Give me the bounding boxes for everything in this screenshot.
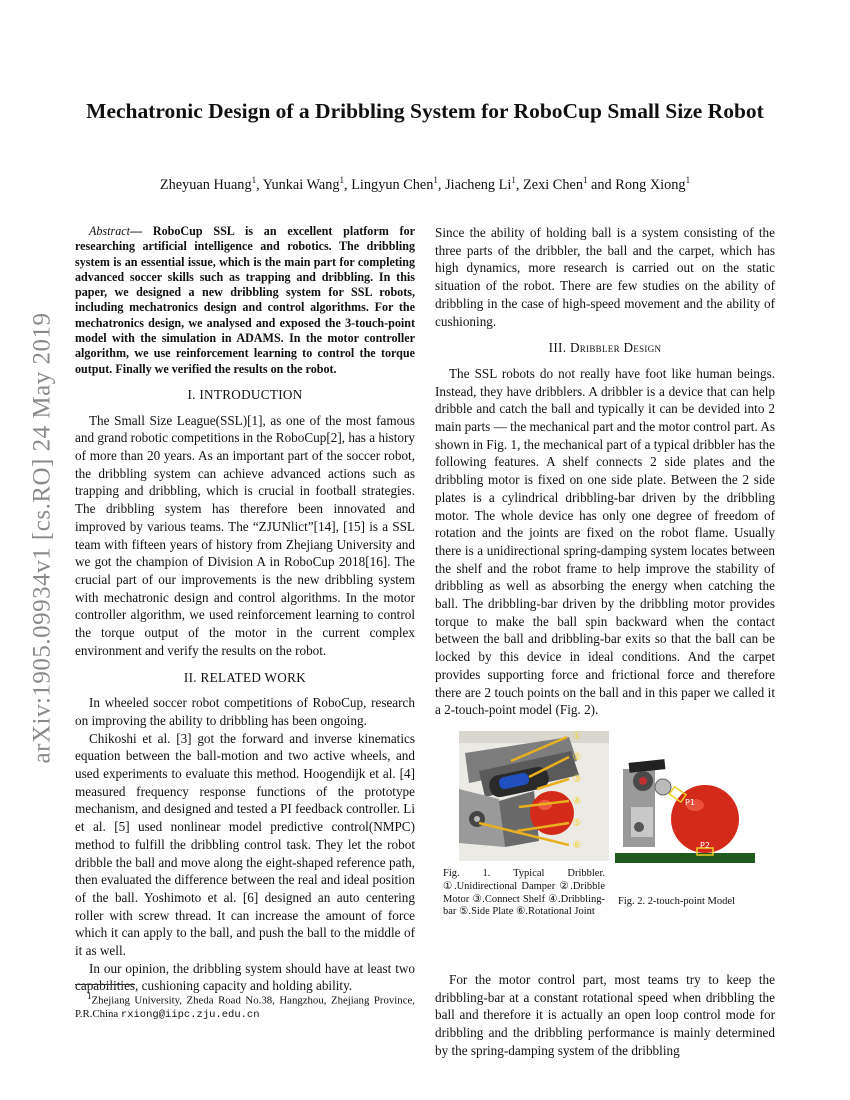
paragraph: Chikoshi et al. [3] got the forward and inverse kinematics equation between the ball-motion and two active wheels, and used experiments to evaluate this method. Hoogendijk et al. [4] measured frequency response functions of the prototype mechanism, and designed and tested a PI feedback controller. Li et al. [5] used nonlinear model predictive control(NMPC) method to fulfill the dribbling control task. They let the robot dribble the ball and move along the eight-shaped reference path, then evaluated the difference between the real and ideal position of the ball. Yoshimoto et al. [6] designed an auto centering roller with screw thread. It can increase the amount of force which it can apply to the ball, and push the ball to the middle of it as well. — [75, 730, 415, 959]
section-heading-introduction: I. INTRODUCTION — [187, 386, 303, 402]
fig2-label-p2: P2 — [700, 840, 710, 850]
fig1-marker: ② — [572, 751, 582, 763]
right-column — [435, 224, 775, 1060]
figure-2-caption: Fig. 2. 2-touch-point Model — [618, 895, 735, 907]
abstract-label: Abstract — [89, 224, 130, 238]
paragraph: The Small Size League(SSL)[1], as one of the most famous and grand robotic competitions in the RoboCup[2], has a history of more than 20 years. As an important part of the soccer robot, the dribbling system can achieve advanced actions such as trapping and dribbling, which is crucial in football strategies. The dribbling system has therefore been innovated and improved by various teams. The “ZJUNlict”[14], [15] is a SSL team with fifteen years of history from Zhejiang University and we got the champion of Division A in RoboCup 2018[16]. The crucial part of our improvements is the new dribbling system with mechatronic design and control algorithms. In the motor controller algorithm, we used reinforcement learning to control the torque output of the motor in the current complex environment and verify the results on the robot. — [75, 412, 415, 658]
abstract-body: — RoboCup SSL is an excellent platform for researching artificial intelligence and robotics. The dribbling system is an essential issue, which is the main part for completing advanced soccer skills such as trapping and dribbling. In this paper, we designed a new dribbling system for SSL robots, including mechatronics design and control algorithms. For the mechatronics design, we analysed and exposed the 3-touch-point model with the simulation in ADAMS. In the motor controller algorithm, we use reinforcement learning to control the torque output. Finally we verified the results on the robot. — [75, 224, 415, 376]
footnote-mark: 1 — [87, 991, 92, 1001]
fig1-marker: ③ — [572, 773, 582, 785]
footnote-rule — [75, 984, 135, 985]
abstract — [75, 224, 415, 377]
paragraph: Since the ability of holding ball is a system consisting of the three parts of the dribbler, the ball and the carpet, which has high dynamics, more research is carried out on the static situation of the robot. There are few studies on the ability of dribbling in the case of high-speed movement and the ability of cushioning. — [435, 225, 775, 329]
figure-row — [435, 731, 775, 963]
author: Jiacheng Li$^1$ — [445, 175, 516, 193]
paper-title: Mechatronic Design of a Dribbling System for RoboCup Small Size Robot — [86, 99, 764, 123]
figure-2-touch-point-model — [615, 757, 755, 867]
arxiv-identifier — [22, 285, 62, 790]
fig1-marker: ⑤ — [572, 817, 582, 829]
author: Yunkai Wang$^1$ — [262, 175, 345, 193]
fig1-marker: ① — [572, 730, 582, 742]
author: Zheyuan Huang$^1$ — [159, 175, 257, 193]
fig1-marker: ④ — [572, 795, 582, 807]
author-list: Zheyuan Huang$^1$, Yunkai Wang$^1$, Lingyun Chen$^1$, Jiacheng Li$^1$, Zexi Chen$^1$ and Rong Xiong$^1$ — [159, 175, 691, 193]
author: Lingyun Chen$^1$ — [351, 175, 438, 193]
author: Rong Xiong$^1$ — [615, 175, 691, 193]
figure-1-caption: Fig. 1. Typical Dribbler. ①.Unidirectional Damper ②.Dribble Motor ③.Connect Shelf ④.Dribbling-bar ⑤.Side Plate ⑥.Rotational Joint — [443, 867, 605, 918]
paragraph: For the motor control part, most teams try to keep the dribbling-bar at a constant rotational speed when dribbling the ball and therefore it is actually an open loop control mode for dribbling and the dribbling performance is mainly determined by the spring-damping system of the dribbling — [435, 971, 775, 1058]
section-heading-dribbler-design: III. Dribbler Design — [548, 340, 662, 356]
footnote-email: rxiong@iipc.zju.edu.cn — [120, 1009, 260, 1022]
author: Zexi Chen$^1$ — [523, 175, 588, 193]
figure-1-dribbler-photo — [459, 731, 609, 861]
paragraph: The SSL robots do not really have foot like human beings. Instead, they have dribblers. A dribbler is a device that can help dribble and catch the ball and typically it can be devided into 2 main parts — the mechanical part and the motor control part. As shown in Fig. 1, the mechanical part of a typical dribbler has the following features. A shelf connects 2 side plates and the dribbling motor is fixed on one side plate. Between the 2 side plates is a cylindrical dribbling-bar driven by the dribbling motor. The whole device has only one degree of freedom of rotation and the joints are fixed on the robot flame. Usually there is a unidirectional spring-damping system locates between the shelf and the robot frame to help improve the stability of dribbling as well as absorbing the energy when catching the ball. The dribbling-bar driven by the dribbling motor provides torque to make the ball spin backward when the contact between the ball and dribbling-bar exits so that the ball can be locked by this device in ideal conditions. And the carpet provides supporting force and frictional force and therefore there are 2 touch points on the ball and in this paper we called it a 2-touch-point model (Fig. 2). — [435, 365, 775, 718]
fig2-label-p1: P1 — [685, 797, 695, 807]
section-heading-related-work: II. RELATED WORK — [183, 669, 307, 685]
fig1-marker: ⑥ — [572, 839, 582, 851]
left-column — [75, 224, 415, 995]
footnote: $^1$Zhejiang University, Zheda Road No.38, Hangzhou, Zhejiang Province, P.R.China rxiong@iipc.zju.edu.cn — [75, 991, 415, 1022]
paragraph: In wheeled soccer robot competitions of RoboCup, research on improving the ability to dribbling has been ongoing. — [75, 695, 415, 728]
arxiv-id-text: arXiv:1905.09934v1 [cs.RO] 24 May 2019 — [28, 312, 55, 763]
paragraph: In our opinion, the dribbling system should have at least two capabilities, cushioning capacity and holding ability. — [75, 960, 415, 994]
